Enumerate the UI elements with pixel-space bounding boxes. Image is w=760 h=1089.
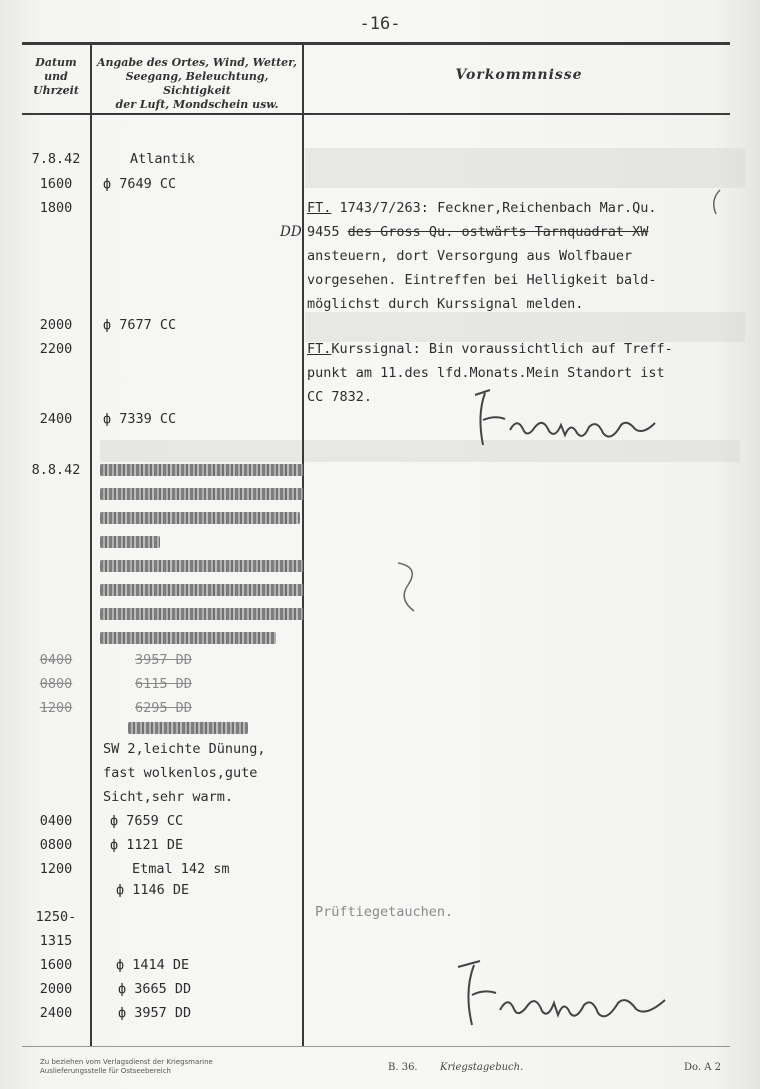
page-number: -16- <box>359 14 401 34</box>
struck-text <box>100 464 304 476</box>
scan-shade <box>305 148 745 188</box>
weather-line: fast wolkenlos,gute <box>103 765 258 781</box>
grid-square-icon: ф <box>116 957 133 973</box>
struck-text <box>100 584 304 596</box>
time-cell: 0400 <box>39 813 73 829</box>
grid-square-icon: ф <box>103 176 120 192</box>
event-line: Prüftiegetauchen. <box>315 904 454 920</box>
struck-text <box>100 632 276 644</box>
position-cell-struck: 6115 DD <box>135 676 192 692</box>
struck-text <box>100 560 304 572</box>
signature <box>465 385 685 455</box>
grid-square-icon: ф <box>116 882 133 898</box>
date-cell: 8.8.42 <box>31 462 81 478</box>
time-cell: 2400 <box>39 411 73 427</box>
column-rule-2 <box>302 44 304 1046</box>
position-cell: ф 1146 DE <box>116 882 190 898</box>
struck-text <box>100 512 300 524</box>
header-angabe: Angabe des Ortes, Wind, Wetter, Seegang, Beleuchtung, Sichtigkeit der Luft, Mondschein usw. <box>96 56 298 111</box>
time-cell-struck: 1200 <box>39 700 73 716</box>
time-cell: 1600 <box>39 176 73 192</box>
header-datum: Datum und Uhrzeit <box>33 56 79 97</box>
time-cell: 1315 <box>39 933 73 949</box>
weather-line: Sicht,sehr warm. <box>103 789 234 805</box>
grid-square-icon: ф <box>118 981 135 997</box>
footer-title: Kriegstagebuch. <box>440 1062 524 1073</box>
time-cell: 2000 <box>39 317 73 333</box>
position-cell: ф 1121 DE <box>110 837 184 853</box>
position-cell-struck: 3957 DD <box>135 652 192 668</box>
struck-text <box>100 536 160 548</box>
struck-text <box>128 722 248 734</box>
event-line: FT. 1743/7/263: Feckner,Reichenbach Mar.Qu. <box>307 200 657 216</box>
grid-square-icon: ф <box>118 1005 135 1021</box>
position-cell: ф 7649 CC <box>103 176 177 192</box>
event-line: FT.Kurssignal: Bin voraussichtlich auf Treff- <box>307 341 673 357</box>
column-rule-1 <box>90 44 92 1046</box>
position-cell-struck: 6295 DD <box>135 700 192 716</box>
margin-note: DD <box>280 224 302 240</box>
struck-text <box>100 608 304 620</box>
date-cell: 7.8.42 <box>31 151 81 167</box>
weather-line: SW 2,leichte Dünung, <box>103 741 266 757</box>
position-cell: ф 7677 CC <box>103 317 177 333</box>
grid-square-icon: ф <box>110 813 127 829</box>
time-cell: 0800 <box>39 837 73 853</box>
time-cell: 2000 <box>39 981 73 997</box>
position-cell: ф 1414 DE <box>116 957 190 973</box>
grid-square-icon: ф <box>103 317 120 333</box>
time-cell: 1200 <box>39 861 73 877</box>
position-cell: Atlantik <box>130 151 196 167</box>
header-vorkommnisse: Vorkommnisse <box>455 67 583 83</box>
event-line: punkt am 11.des lfd.Monats.Mein Standort ist <box>307 365 665 381</box>
time-cell: 2200 <box>39 341 73 357</box>
time-cell: 1800 <box>39 200 73 216</box>
bottom-rule <box>22 1046 730 1047</box>
etmal-cell: Etmal 142 sm <box>132 861 230 877</box>
top-rule <box>22 42 730 45</box>
event-line: möglichst durch Kurssignal melden. <box>307 296 584 312</box>
time-cell-struck: 0800 <box>39 676 73 692</box>
time-cell: 1250- <box>35 909 77 925</box>
event-line: 9455 des Gross Qu. ostwärts Tarnquadrat XW <box>307 224 649 240</box>
time-cell: 2400 <box>39 1005 73 1021</box>
signature <box>450 955 690 1035</box>
grid-square-icon: ф <box>110 837 127 853</box>
time-cell-struck: 0400 <box>39 652 73 668</box>
footer-code: Do. A 2 <box>684 1062 721 1073</box>
footer-form: B. 36. <box>388 1062 418 1073</box>
event-line: CC 7832. <box>307 389 373 405</box>
grid-square-icon: ф <box>103 411 120 427</box>
time-cell: 1600 <box>39 957 73 973</box>
position-cell: ф 7339 CC <box>103 411 177 427</box>
header-rule <box>22 113 730 115</box>
position-cell: ф 7659 CC <box>110 813 184 829</box>
pencil-mark <box>706 188 726 218</box>
position-cell: ф 3665 DD <box>118 981 192 997</box>
struck-text <box>100 488 304 500</box>
event-line: vorgesehen. Eintreffen bei Helligkeit bald- <box>307 272 657 288</box>
position-cell: ф 3957 DD <box>118 1005 192 1021</box>
footer-publisher: Zu beziehen vom Verlagsdienst der Kriegsmarine Auslieferungsstelle für Ostseebereich <box>40 1058 213 1075</box>
event-line: ansteuern, dort Versorgung aus Wolfbauer <box>307 248 633 264</box>
pencil-mark <box>390 555 430 615</box>
